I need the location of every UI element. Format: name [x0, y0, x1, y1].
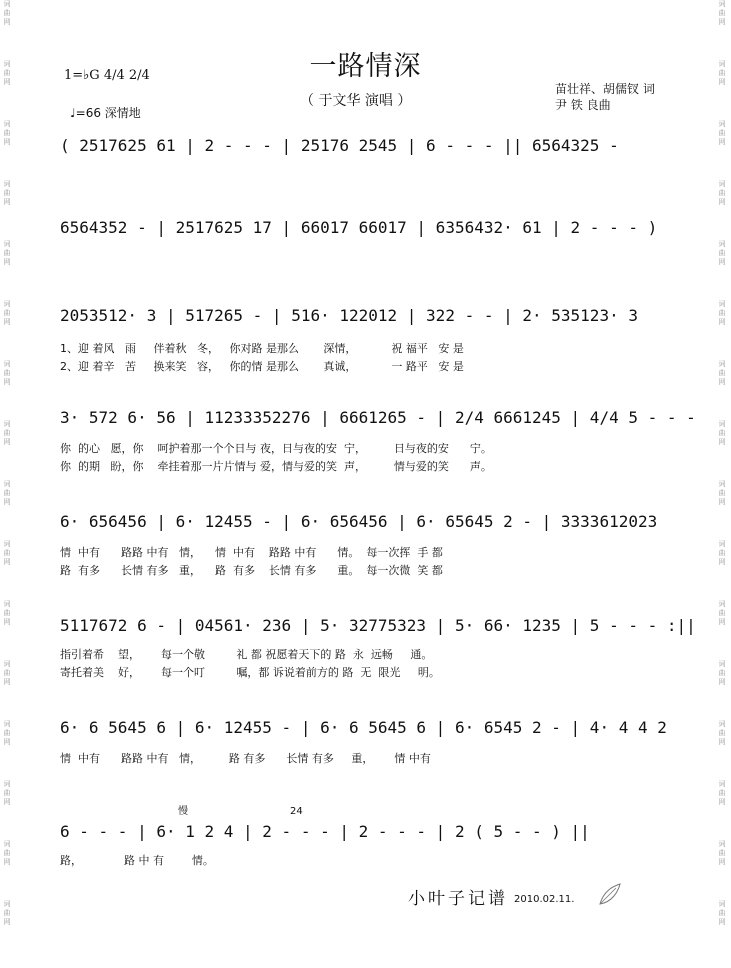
transcription-date: 2010.02.11. — [514, 894, 575, 905]
watermark-text: 词 曲 网 — [718, 360, 726, 386]
lyric-line: 2、迎 着辛 苦 换来笑 容， 你的情 是那么 真诚， 一 路平 安 是 — [60, 360, 464, 373]
watermark-text: 词 曲 网 — [718, 180, 726, 206]
tempo-change-marking: 慢 — [178, 806, 188, 817]
notation-line: 6564352 - | 2517625 17 | 66017 66017 | 6356432· 61 | 2 - - - ) — [60, 218, 658, 237]
score-row-1 — [60, 132, 670, 166]
notation-line: 3· 572 6· 56 | 11233352276 | 6661265 - | 2/4 6661245 | 4/4 5 - - - — [60, 408, 696, 427]
watermark-text: 词 曲 网 — [3, 900, 11, 926]
fermata-count: 24 — [290, 806, 303, 817]
watermark-text: 词 曲 网 — [718, 0, 726, 26]
notation-line: 6· 6 5645 6 | 6· 12455 - | 6· 6 5645 6 | 6· 6545 2 - | 4· 4 4 2 — [60, 718, 667, 737]
right-watermark-column — [715, 0, 729, 968]
watermark-text: 词 曲 网 — [3, 120, 11, 146]
score-row-3 — [60, 302, 670, 336]
watermark-text: 词 曲 网 — [718, 840, 726, 866]
watermark-text: 词 曲 网 — [3, 360, 11, 386]
watermark-text: 词 曲 网 — [718, 120, 726, 146]
watermark-text: 词 曲 网 — [718, 900, 726, 926]
watermark-text: 词 曲 网 — [718, 720, 726, 746]
notation-line: 2053512· 3 | 517265 - | 516· 122012 | 322 - - | 2· 535123· 3 — [60, 306, 638, 325]
lyric-line: 指引着希 望， 每一个敬 礼 都 祝愿着天下的 路 永 远畅 通。 — [60, 648, 433, 661]
score-row-2 — [60, 214, 670, 248]
composer-credit: 尹 铁 良曲 — [555, 98, 611, 112]
watermark-text: 词 曲 网 — [718, 300, 726, 326]
watermark-text: 词 曲 网 — [718, 480, 726, 506]
watermark-text: 词 曲 网 — [3, 780, 11, 806]
score-row-6 — [60, 612, 696, 646]
watermark-text: 词 曲 网 — [718, 600, 726, 626]
watermark-text: 词 曲 网 — [3, 60, 11, 86]
watermark-text: 词 曲 网 — [3, 300, 11, 326]
leaf-icon — [596, 880, 624, 908]
watermark-text: 词 曲 网 — [718, 60, 726, 86]
score-row-7 — [60, 714, 670, 748]
lyric-line: 寄托着美 好， 每一个叮 嘱，都 诉说着前方的 路 无 限光 明。 — [60, 666, 440, 679]
lyric-line: 情 中有 路路 中有 情， 情 中有 路路 中有 情。 每一次挥 手 都 — [60, 546, 443, 559]
watermark-text: 词 曲 网 — [3, 660, 11, 686]
lyric-line: 路， 路 中 有 情。 — [60, 854, 214, 867]
watermark-text: 词 曲 网 — [3, 0, 11, 26]
lyric-line: 情 中有 路路 中有 情， 路 有多 长情 有多 重， 情 中有 — [60, 752, 431, 765]
lyric-line: 你 的心 愿，你 呵护着那一个个日与 夜，日与夜的安 宁， 日与夜的安 宁。 — [60, 442, 492, 455]
score-row-4 — [60, 404, 696, 438]
lyric-line: 路 有多 长情 有多 重， 路 有多 长情 有多 重。 每一次微 笑 都 — [60, 564, 443, 577]
singer-credit: （ 于文华 演唱 ） — [300, 93, 412, 109]
lyric-line: 1、迎 着风 雨 伴着秋 冬， 你对路 是那么 深情， 祝 福平 安 是 — [60, 342, 464, 355]
notation-line: ( 2517625 61 | 2 - - - | 25176 2545 | 6 - - - || 6564325 - — [60, 136, 619, 155]
watermark-text: 词 曲 网 — [718, 420, 726, 446]
watermark-text: 词 曲 网 — [718, 540, 726, 566]
notation-line: 5117672 6 - | 04561· 236 | 5· 32775323 | 5· 66· 1235 | 5 - - - :|| — [60, 616, 696, 635]
watermark-text: 词 曲 网 — [3, 600, 11, 626]
tempo-marking: ♩=66 深情地 — [70, 106, 141, 120]
key-signature: 1=♭G 4/4 2/4 — [64, 68, 150, 83]
watermark-text: 词 曲 网 — [3, 540, 11, 566]
lyricist-credit: 苗壮祥、胡儒钗 词 — [555, 82, 655, 96]
watermark-text: 词 曲 网 — [718, 660, 726, 686]
watermark-text: 词 曲 网 — [718, 780, 726, 806]
score-row-8 — [60, 818, 670, 852]
watermark-text: 词 曲 网 — [3, 240, 11, 266]
notation-line: 6 - - - | 6· 1 2 4 | 2 - - - | 2 - - - | 2 ( 5 - - ) || — [60, 822, 590, 841]
watermark-text: 词 曲 网 — [3, 180, 11, 206]
song-title: 一路情深 — [309, 51, 422, 82]
notation-line: 6· 656456 | 6· 12455 - | 6· 656456 | 6· 65645 2 - | 3333612023 — [60, 512, 658, 531]
watermark-text: 词 曲 网 — [3, 720, 11, 746]
watermark-text: 词 曲 网 — [3, 480, 11, 506]
score-row-5 — [60, 508, 670, 542]
lyric-line: 你 的期 盼，你 牵挂着那一片片情与 爱，情与爱的笑 声， 情与爱的笑 声。 — [60, 460, 492, 473]
watermark-text: 词 曲 网 — [3, 840, 11, 866]
left-watermark-column — [0, 0, 14, 968]
watermark-text: 词 曲 网 — [3, 420, 11, 446]
watermark-text: 词 曲 网 — [718, 240, 726, 266]
transcriber-signature: 小叶子记谱 — [408, 889, 508, 909]
